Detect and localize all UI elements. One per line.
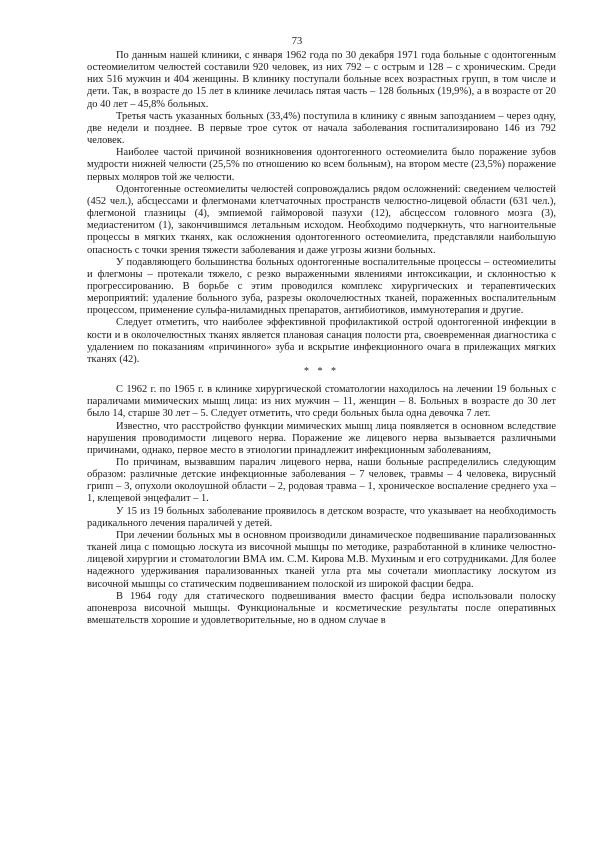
paragraph: У 15 из 19 больных заболевание проявилось в детском возрасте, что указывает на необходимость радикального лечения параличей у детей. — [87, 505, 556, 529]
paragraph: Известно, что расстройство функции мимических мышц лица появляется в основном вследствие нарушения проводимости лицевого нерва. Поражение же лицевого нерва вызывается различными причинами, однако, первое место в этиологии принадлежит инфекционным заболеваниям, — [87, 420, 556, 456]
paragraph: Следует отметить, что наиболее эффективной профилактикой острой одонтогенной инфекции в кости и в околочелюстных тканях является плановая санация полости рта, своевременная диагностика с удалением по показаниям «причинного» зуба и вскрытие инфекционного очага в прилежащих мягких тканях (42). — [87, 317, 556, 365]
paragraph: По причинам, вызвавшим паралич лицевого нерва, наши больные распределились следующим образом: различные детские инфекционные заболевания – 7 человек, травмы – 4 человека, вирусный грипп – 3, опухоли околоушной области – 2, родовая травма – 1, хроническое воспаление среднего уха – 1, клещевой энцефалит – 1. — [87, 457, 556, 505]
paragraph: Наиболее частой причиной возникновения одонтогенного остеомиелита было поражение зубов мудрости нижней челюсти (25,5% по отношению ко всем больным), на втором месте (23,5%) поражение первых моляров той же челюсти. — [87, 147, 556, 183]
paragraph: По данным нашей клиники, с января 1962 года по 30 декабря 1971 года больные с одонтогенным остеомиелитом челюстей составили 920 человек, из них 792 – с острым и 128 – с хроническим. Среди них 516 мужчин и 404 женщины. В клинику поступали больные всех возрастных групп, в том числе и дети. Так, в возрасте до 15 лет в клинике лечилась пятая часть – 128 больных (19,9%), а в возрасте от 20 до 40 лет – 45,8% больных. — [87, 50, 556, 110]
paragraph: При лечении больных мы в основном производили динамическое подвешивание парализованных тканей лица с помощью лоскута из височной мышцы по методике, разработанной в клинике челюстно-лицевой хирургии и стоматологии ВМА им. С.М. Кирова М.В. Мухиным и его сотрудниками. Для более надежного удерживания парализованных тканей угла рта мы сочетали миопластику лоскутом из височной мышцы со статическим подвешиванием полоской из широкой фасции бедра. — [87, 529, 556, 590]
paragraph: В 1964 году для статического подвешивания вместо фасции бедра использовали полоску апоневроза височной мышцы. Функциональные и косметические результаты после оперативных вмешательств хорошие и удовлетворительные, но в одном случае в — [87, 590, 556, 627]
section-separator: * * * — [304, 366, 339, 378]
paragraph: Одонтогенные остеомиелиты челюстей сопровождались рядом осложнений: сведением челюстей (452 чел.), абсцессами и флегмонами клетчаточных пространств челюстно-лицевой области (631 чел.), флегмоной глазницы (4), эмпиемой гайморовой пазухи (12), абсцессом головного мозга (3), медиастенитом (1), закончившимся летальным исходом. Необходимо подчеркнуть, что нагноительные процессы в мягких тканях, как осложнения одонтогенного остеомиелита, представляли наибольшую опасность с точки зрения тяжести заболевания и даже угрозы жизни больных. — [87, 183, 556, 256]
paragraph: Третья часть указанных больных (33,4%) поступила в клинику с явным запозданием – через одну, две недели и позднее. В первые трое суток от начала заболевания госпитализировано 146 из 792 человек. — [87, 110, 556, 147]
paragraph: У подавляющего большинства больных одонтогенные воспалительные процессы – остеомиелиты и флегмоны – протекали тяжело, с резко выраженными явлениями интоксикации, и склонностью к прогрессированию. В борьбе с этим проводился комплекс хирургических и терапевтических мероприятий: удаление больного зуба, разрезы околочелюстных тканей, пораженных воспалительным процессом, применение сульфа-ниламидных препаратов, антибиотиков, иммунотерапия и другие. — [87, 256, 556, 317]
page-number: 73 — [291, 36, 303, 47]
paragraph: С 1962 г. по 1965 г. в клинике хирургической стоматологии находилось на лечении 19 больных с параличами мимических мышц лица: из них мужчин – 11, женщин – 8. Больных в возрасте до 30 лет было 14, старше 30 лет – 5. Следует отметить, что среди больных была одна девочка 7 лет. — [87, 384, 556, 420]
body-text — [87, 50, 556, 627]
